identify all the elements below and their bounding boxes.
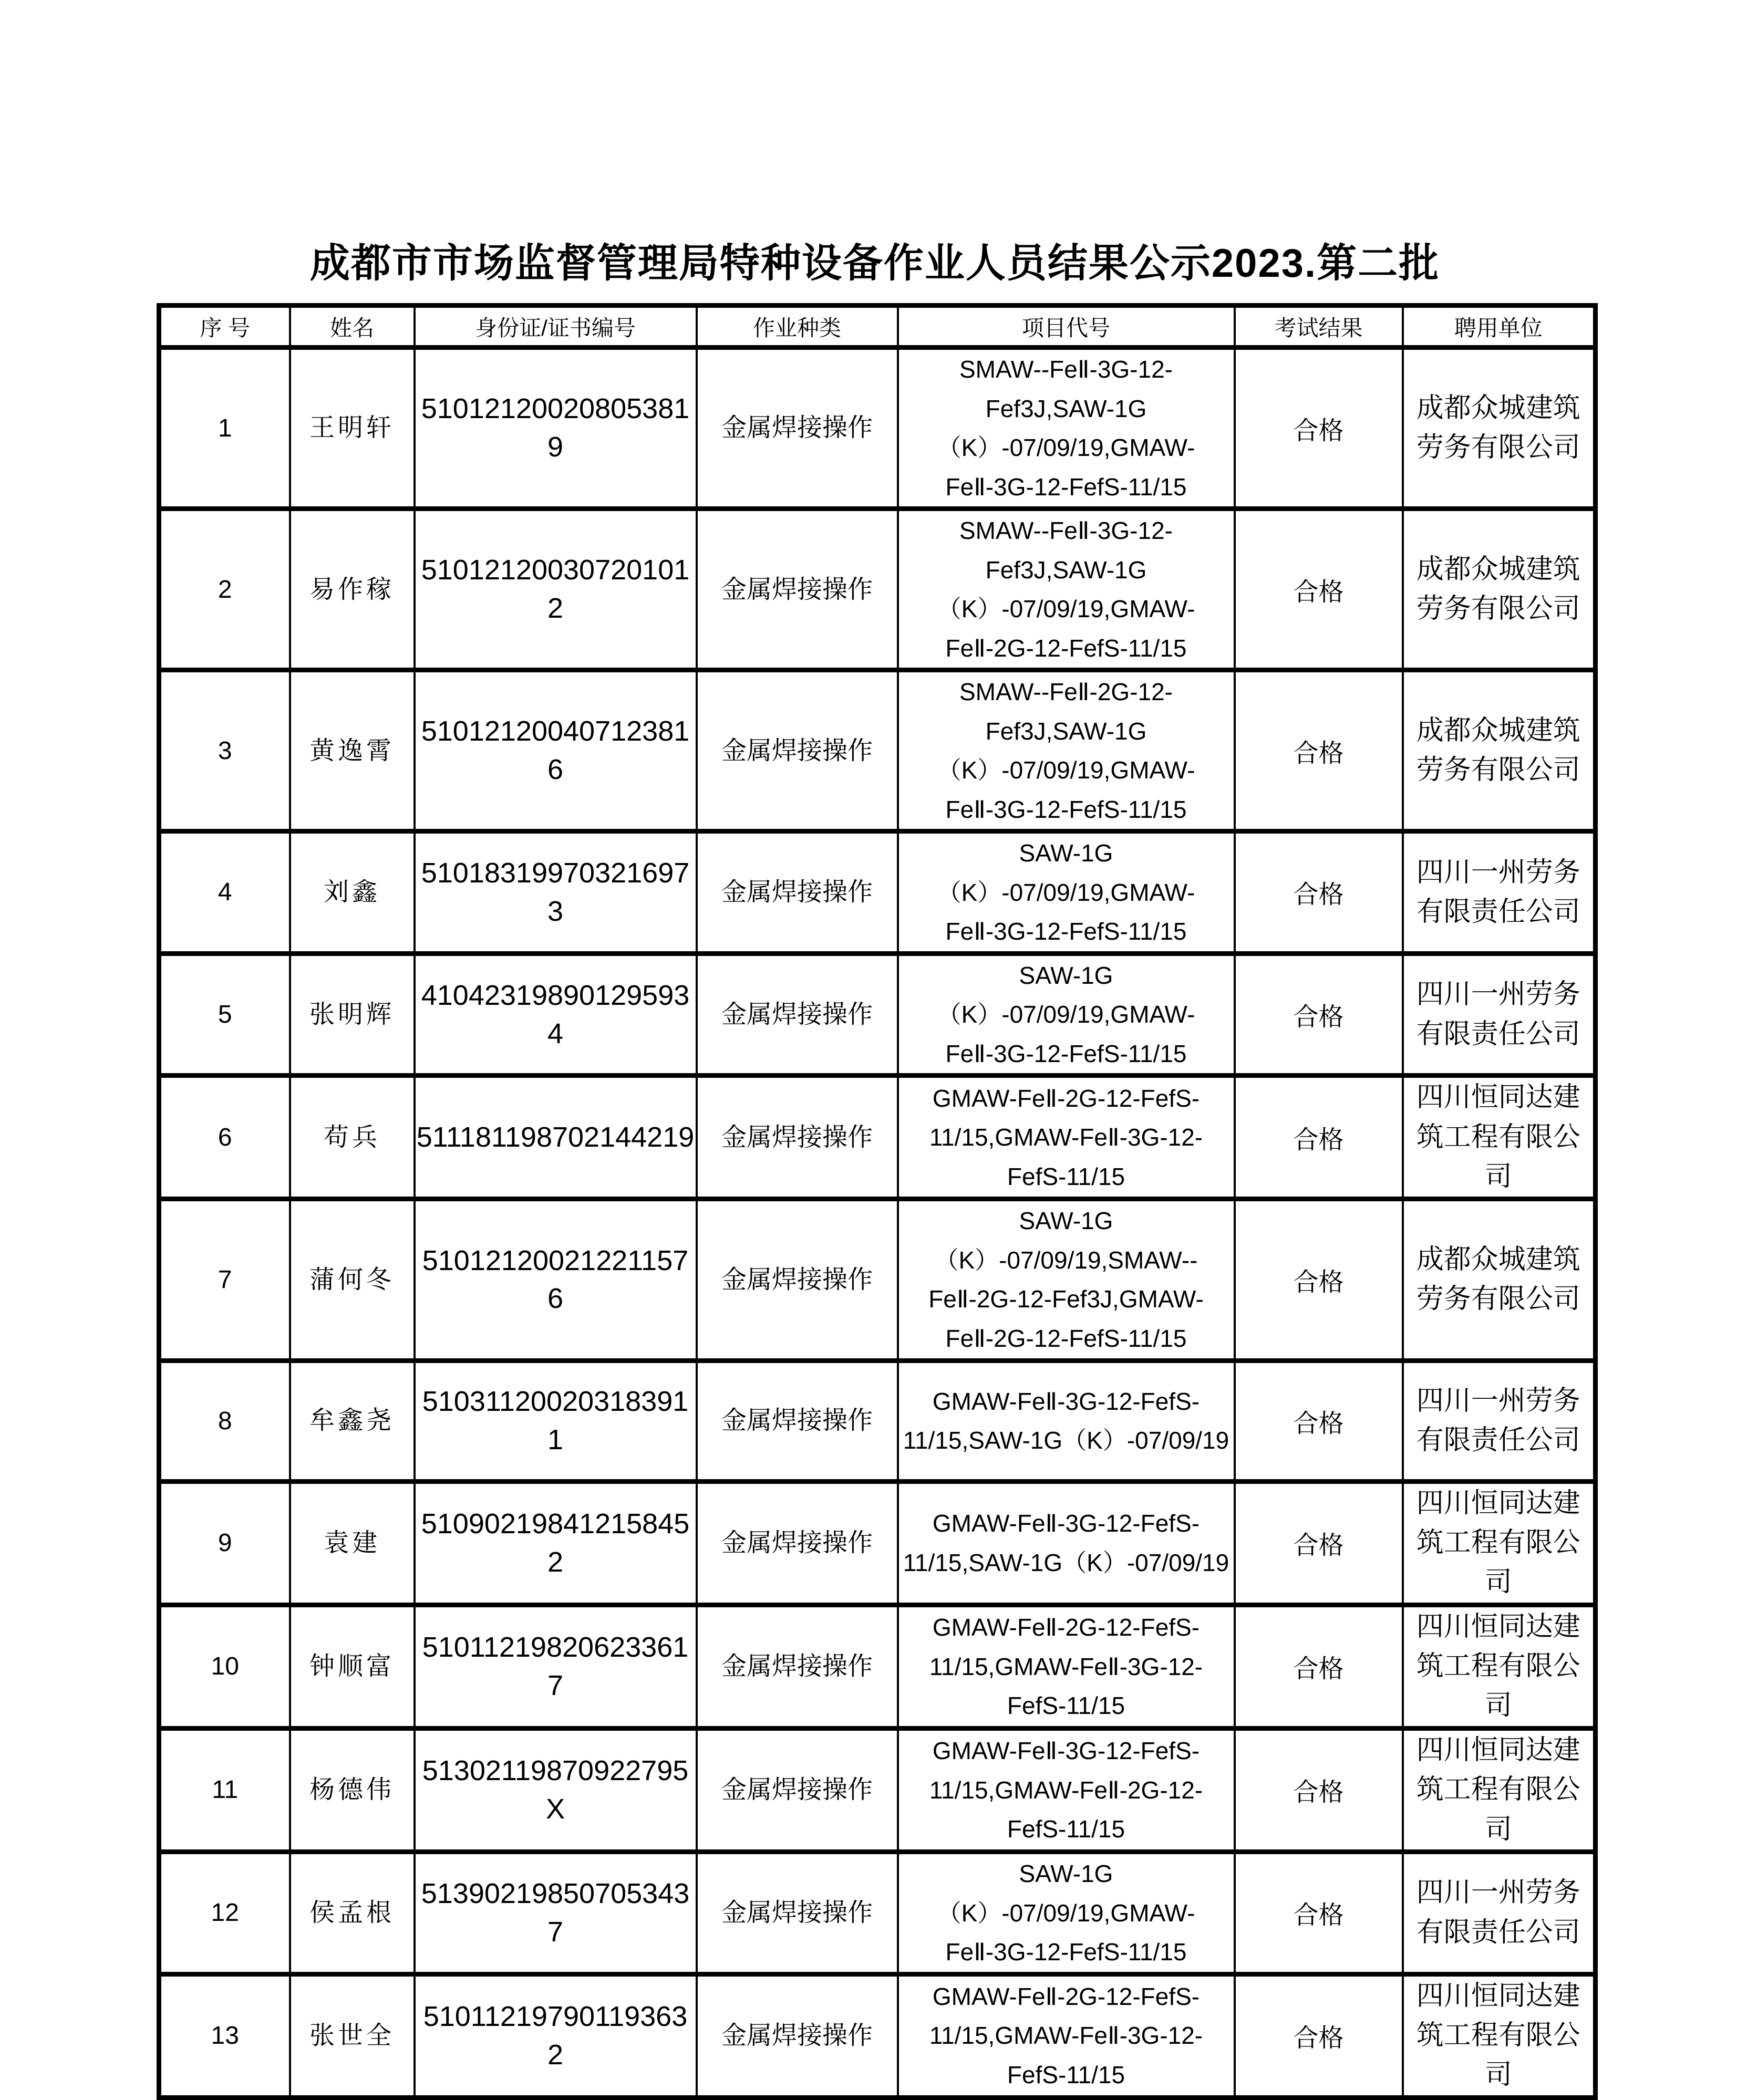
cell-name: 张世全 — [290, 1974, 415, 2097]
cell-name: 钟顺富 — [290, 1605, 415, 1728]
cell-exam-result: 合格 — [1235, 953, 1403, 1076]
cell-work-type: 金属焊接操作 — [697, 509, 898, 670]
cell-employer: 成都众城建筑劳务有限公司 — [1403, 509, 1596, 670]
cell-work-type: 金属焊接操作 — [697, 1076, 898, 1199]
cell-cert-number: 510311200203183911 — [415, 1360, 697, 1481]
cell-employer: 四川恒同达建筑工程有限公司 — [1403, 1728, 1596, 1852]
cell-project-code: SAW-1G（K）-07/09/19,GMAW-FeⅡ-3G-12-FefS-11/15 — [898, 953, 1235, 1076]
cell-serial-number: 12 — [159, 1852, 290, 1974]
cell-serial-number: 10 — [159, 1605, 290, 1728]
cell-work-type: 金属焊接操作 — [697, 831, 898, 954]
table-row — [159, 509, 1596, 670]
cell-work-type: 金属焊接操作 — [697, 1728, 898, 1852]
cell-exam-result: 合格 — [1235, 1360, 1403, 1481]
cell-exam-result: 合格 — [1235, 1199, 1403, 1360]
cell-serial-number: 1 — [159, 348, 290, 509]
cell-exam-result: 合格 — [1235, 831, 1403, 954]
cell-exam-result: 合格 — [1235, 1605, 1403, 1728]
cell-exam-result: 合格 — [1235, 1076, 1403, 1199]
cell-employer: 四川一州劳务有限责任公司 — [1403, 831, 1596, 954]
cell-project-code: GMAW-FeⅡ-3G-12-FefS-11/15,SAW-1G（K）-07/09/19 — [898, 1481, 1235, 1605]
cell-exam-result: 合格 — [1235, 1728, 1403, 1852]
cell-employer: 四川一州劳务有限责任公司 — [1403, 1360, 1596, 1481]
cell-project-code: SMAW--FeⅡ-3G-12-Fef3J,SAW-1G（K）-07/09/19,GMAW-FeⅡ-2G-12-FefS-11/15 — [898, 509, 1235, 670]
cell-exam-result: 合格 — [1235, 1481, 1403, 1605]
cell-project-code: SMAW--FeⅡ-2G-12-Fef3J,SAW-1G（K）-07/09/19,GMAW-FeⅡ-3G-12-FefS-11/15 — [898, 670, 1235, 831]
cell-name: 牟鑫尧 — [290, 1360, 415, 1481]
personnel-results-table — [157, 303, 1598, 2100]
table-row — [159, 1481, 1596, 1605]
cell-serial-number: 3 — [159, 670, 290, 831]
table-row — [159, 670, 1596, 831]
cell-name: 苟兵 — [290, 1076, 415, 1199]
cell-cert-number: 510121200212211576 — [415, 1199, 697, 1360]
cell-work-type: 金属焊接操作 — [697, 1974, 898, 2097]
cell-name: 张明辉 — [290, 953, 415, 1076]
cell-serial-number: 8 — [159, 1360, 290, 1481]
cell-cert-number: 510902198412158452 — [415, 1481, 697, 1605]
cell-cert-number: 510121200407123816 — [415, 670, 697, 831]
cell-exam-result: 合格 — [1235, 348, 1403, 509]
cell-work-type: 金属焊接操作 — [697, 670, 898, 831]
cell-employer: 成都众城建筑劳务有限公司 — [1403, 1199, 1596, 1360]
cell-employer: 四川恒同达建筑工程有限公司 — [1403, 1605, 1596, 1728]
table-row — [159, 1076, 1596, 1199]
cell-cert-number: 51302119870922795X — [415, 1728, 697, 1852]
cell-employer: 四川恒同达建筑工程有限公司 — [1403, 1076, 1596, 1199]
cell-serial-number: 5 — [159, 953, 290, 1076]
cell-project-code: GMAW-FeⅡ-2G-12-FefS-11/15,GMAW-FeⅡ-3G-12-FefS-11/15 — [898, 1076, 1235, 1199]
cell-employer: 四川一州劳务有限责任公司 — [1403, 953, 1596, 1076]
cell-work-type: 金属焊接操作 — [697, 348, 898, 509]
cell-serial-number: 9 — [159, 1481, 290, 1605]
header-employer: 聘用单位 — [1403, 306, 1596, 348]
table-row — [159, 1605, 1596, 1728]
cell-work-type: 金属焊接操作 — [697, 1605, 898, 1728]
header-project-code: 项目代号 — [898, 306, 1235, 348]
cell-work-type: 金属焊接操作 — [697, 1360, 898, 1481]
cell-name: 易作稼 — [290, 509, 415, 670]
table-row — [159, 1728, 1596, 1852]
cell-work-type: 金属焊接操作 — [697, 1199, 898, 1360]
cell-project-code: SAW-1G（K）-07/09/19,SMAW--FeⅡ-2G-12-Fef3J,GMAW-FeⅡ-2G-12-FefS-11/15 — [898, 1199, 1235, 1360]
table-row — [159, 953, 1596, 1076]
cell-work-type: 金属焊接操作 — [697, 1481, 898, 1605]
cell-work-type: 金属焊接操作 — [697, 1852, 898, 1974]
cell-serial-number: 13 — [159, 1974, 290, 2097]
cell-name: 袁建 — [290, 1481, 415, 1605]
cell-project-code: SAW-1G（K）-07/09/19,GMAW-FeⅡ-3G-12-FefS-11/15 — [898, 1852, 1235, 1974]
cell-project-code: GMAW-FeⅡ-3G-12-FefS-11/15,GMAW-FeⅡ-2G-12-FefS-11/15 — [898, 1728, 1235, 1852]
cell-employer: 成都众城建筑劳务有限公司 — [1403, 670, 1596, 831]
cell-exam-result: 合格 — [1235, 670, 1403, 831]
table-body — [159, 348, 1596, 2098]
cell-name: 杨德伟 — [290, 1728, 415, 1852]
page-title: 成都市市场监督管理局特种设备作业人员结果公示2023.第二批 — [309, 241, 1440, 286]
header-serial-number: 序 号 — [159, 306, 290, 348]
table-header-row — [159, 306, 1596, 348]
header-exam-result: 考试结果 — [1235, 306, 1403, 348]
cell-name: 蒲何冬 — [290, 1199, 415, 1360]
cell-serial-number: 7 — [159, 1199, 290, 1360]
cell-project-code: GMAW-FeⅡ-3G-12-FefS-11/15,SAW-1G（K）-07/09/19 — [898, 1360, 1235, 1481]
cell-employer: 四川一州劳务有限责任公司 — [1403, 1852, 1596, 1974]
cell-cert-number: 510121200307201012 — [415, 509, 697, 670]
cell-project-code: GMAW-FeⅡ-2G-12-FefS-11/15,GMAW-FeⅡ-3G-12-FefS-11/15 — [898, 1605, 1235, 1728]
cell-cert-number: 510121200208053819 — [415, 348, 697, 509]
table-row — [159, 831, 1596, 954]
cell-serial-number: 6 — [159, 1076, 290, 1199]
header-name: 姓名 — [290, 306, 415, 348]
cell-name: 黄逸霄 — [290, 670, 415, 831]
cell-work-type: 金属焊接操作 — [697, 953, 898, 1076]
table-row — [159, 1360, 1596, 1481]
cell-exam-result: 合格 — [1235, 1852, 1403, 1974]
header-cert-number: 身份证/证书编号 — [415, 306, 697, 348]
cell-cert-number: 510183199703216973 — [415, 831, 697, 954]
header-work-type: 作业种类 — [697, 306, 898, 348]
cell-project-code: SMAW--FeⅡ-3G-12-Fef3J,SAW-1G（K）-07/09/19,GMAW-FeⅡ-3G-12-FefS-11/15 — [898, 348, 1235, 509]
cell-cert-number: 513902198507053437 — [415, 1852, 697, 1974]
cell-employer: 成都众城建筑劳务有限公司 — [1403, 348, 1596, 509]
cell-serial-number: 4 — [159, 831, 290, 954]
cell-project-code: GMAW-FeⅡ-2G-12-FefS-11/15,GMAW-FeⅡ-3G-12-FefS-11/15 — [898, 1974, 1235, 2097]
cell-employer: 四川恒同达建筑工程有限公司 — [1403, 1481, 1596, 1605]
table-row — [159, 348, 1596, 509]
cell-exam-result: 合格 — [1235, 509, 1403, 670]
cell-exam-result: 合格 — [1235, 1974, 1403, 2097]
cell-cert-number: 510112197901193632 — [415, 1974, 697, 2097]
cell-cert-number: 511181198702144219 — [415, 1076, 697, 1199]
table-row — [159, 1974, 1596, 2097]
cell-employer: 四川恒同达建筑工程有限公司 — [1403, 1974, 1596, 2097]
cell-project-code: SAW-1G（K）-07/09/19,GMAW-FeⅡ-3G-12-FefS-11/15 — [898, 831, 1235, 954]
cell-name: 刘鑫 — [290, 831, 415, 954]
table-row — [159, 1199, 1596, 1360]
cell-cert-number: 410423198901295934 — [415, 953, 697, 1076]
cell-name: 侯孟根 — [290, 1852, 415, 1974]
cell-serial-number: 11 — [159, 1728, 290, 1852]
cell-name: 王明轩 — [290, 348, 415, 509]
cell-cert-number: 510112198206233617 — [415, 1605, 697, 1728]
cell-serial-number: 2 — [159, 509, 290, 670]
table-row — [159, 1852, 1596, 1974]
